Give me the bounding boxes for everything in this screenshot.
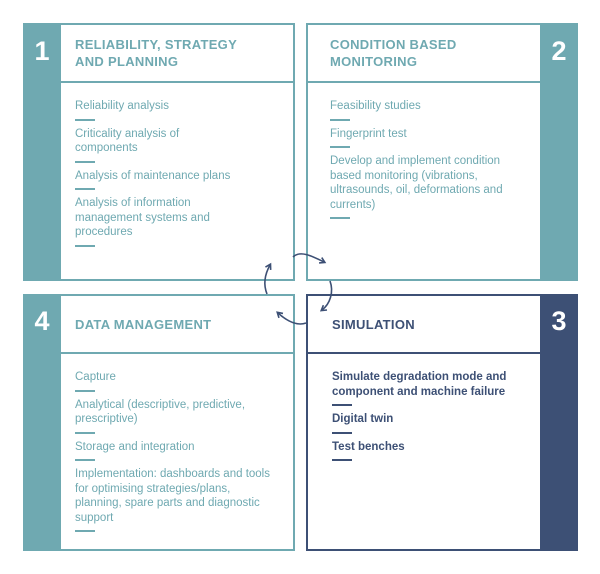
arrow-3-to-4 <box>278 313 306 324</box>
list-item: Reliability analysis <box>75 100 169 112</box>
list-item: Analysis of information management systems and procedures <box>75 197 210 238</box>
list-item: Feasibility studies <box>330 100 421 112</box>
list-item: Develop and implement condition based monitoring (vibrations, ultrasounds, oil, deformations and currents) <box>330 155 503 211</box>
arrow-4-to-1 <box>265 265 270 294</box>
arrow-2-to-3 <box>322 281 332 310</box>
card-2-number: 2 <box>551 36 567 66</box>
card-1-number: 1 <box>34 36 50 66</box>
list-item: Implementation: dashboards and tools for optimising strategies/plans, planning, spare parts and diagnostic support <box>75 468 270 524</box>
list-item: Storage and integration <box>75 440 195 453</box>
arrow-1-to-2 <box>293 254 324 262</box>
card-4-title-line1: DATA MANAGEMENT <box>75 316 212 332</box>
list-item: Simulate degradation mode and component and machine failure <box>332 371 507 398</box>
list-item: Test benches <box>332 440 405 453</box>
card-2-title-line1: CONDITION BASED <box>330 37 457 52</box>
list-item: Criticality analysis of components <box>75 127 180 154</box>
list-item: Fingerprint test <box>330 127 407 140</box>
list-item: Capture <box>75 371 116 383</box>
card-3-number: 3 <box>551 306 567 336</box>
card-4-number: 4 <box>34 306 50 336</box>
card-2-title-line2: MONITORING <box>330 54 418 69</box>
card-1-title-line1: RELIABILITY, STRATEGY <box>75 37 238 52</box>
list-item: Digital twin <box>332 413 394 425</box>
card-3-title-line1: SIMULATION <box>332 316 415 332</box>
list-item: Analysis of maintenance plans <box>75 169 231 182</box>
card-1-title-line2: AND PLANNING <box>75 54 179 69</box>
list-item: Analytical (descriptive, predictive, prescriptive) <box>75 398 246 425</box>
